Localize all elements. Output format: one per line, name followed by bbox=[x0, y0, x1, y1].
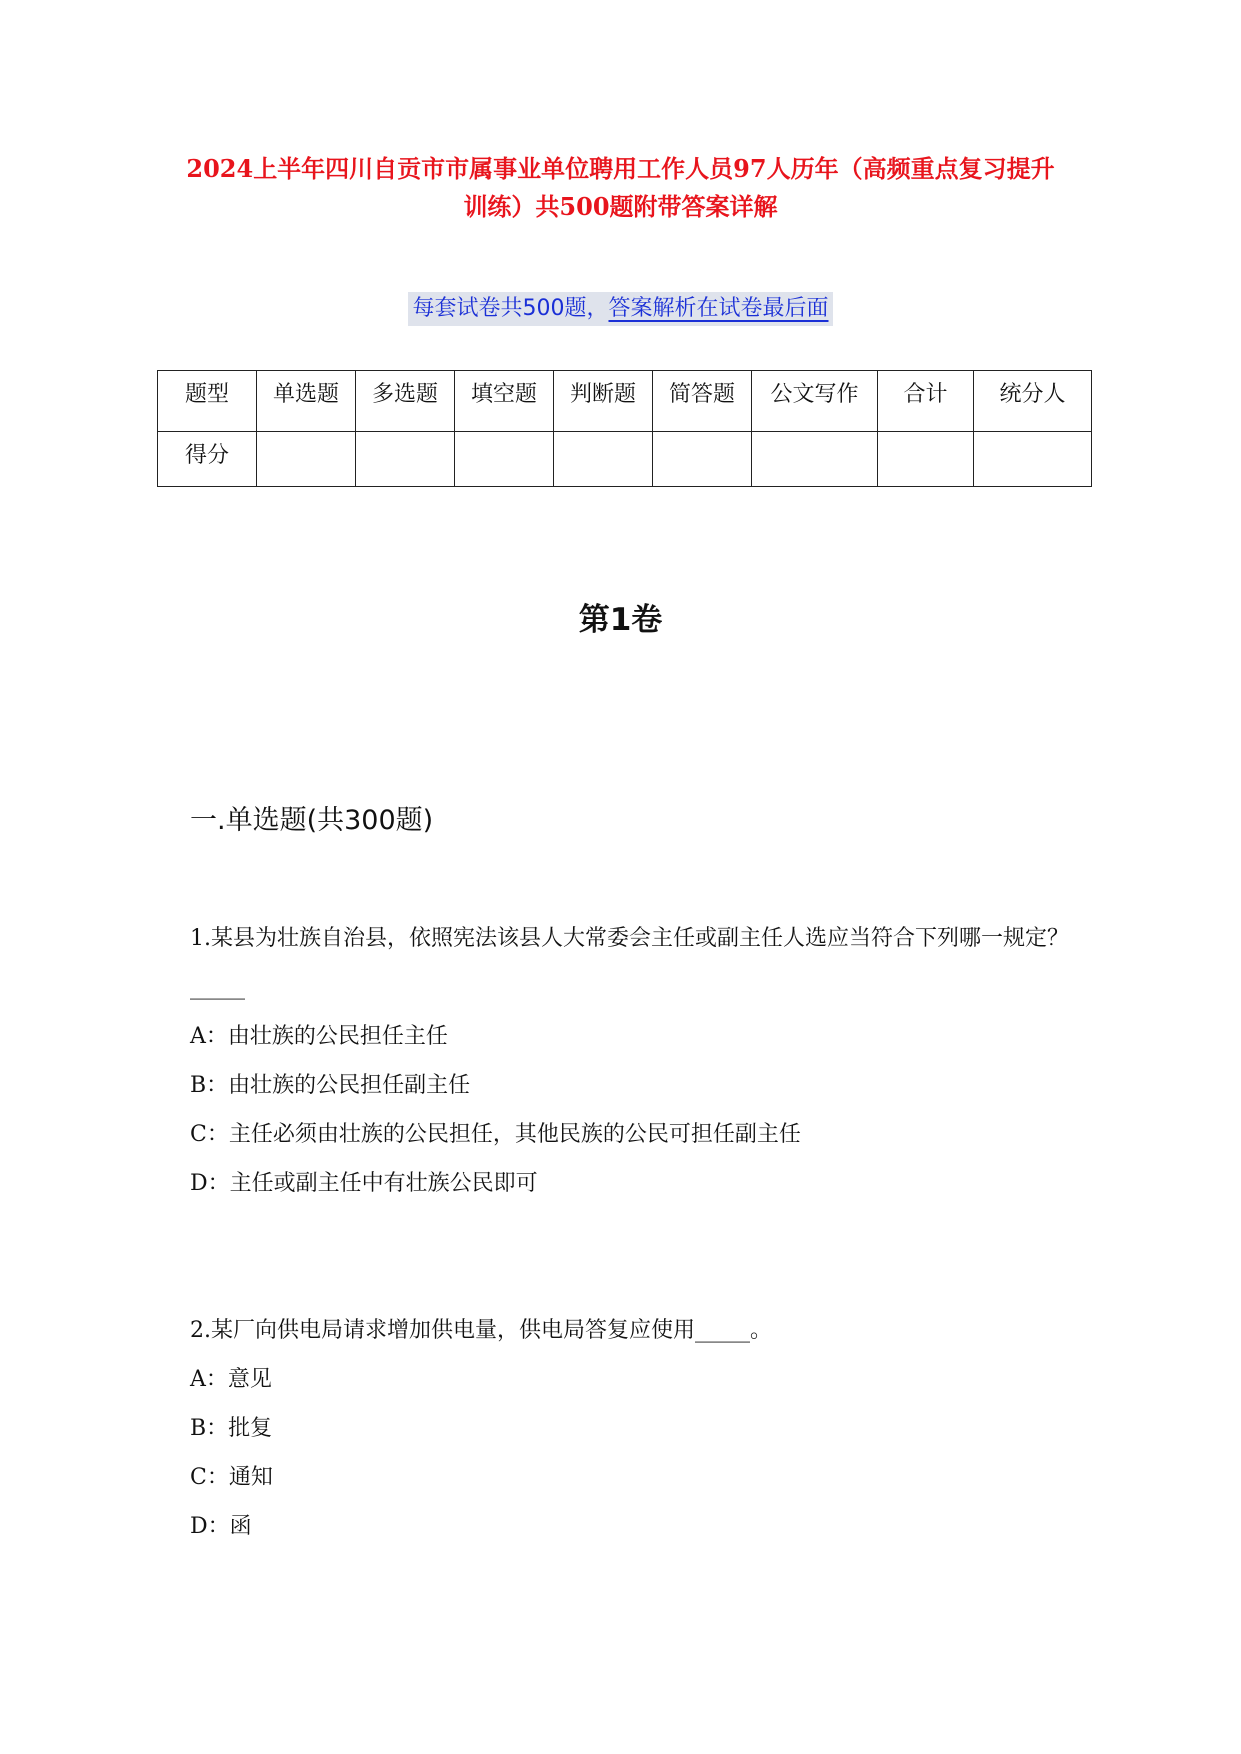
document-title: 2024上半年四川自贡市市属事业单位聘用工作人员97人历年（高频重点复习提升训练）共500题附带答案详解 bbox=[186, 154, 1055, 221]
volume-title: 第1卷 bbox=[578, 602, 663, 638]
score-cell bbox=[878, 432, 974, 487]
option-c: C：主任必须由壮族的公民担任，其他民族的公民可担任副主任 bbox=[190, 1122, 801, 1147]
subtitle-highlight bbox=[408, 292, 832, 326]
subtitle-part-b: 答案解析在试卷最后面 bbox=[608, 296, 829, 321]
option-c: C：通知 bbox=[190, 1465, 273, 1490]
score-table bbox=[157, 370, 1092, 487]
option-b: B：批复 bbox=[190, 1416, 273, 1441]
header-cell-scorer: 统分人 bbox=[974, 371, 1092, 432]
header-cell-multiple-choice: 多选题 bbox=[356, 371, 455, 432]
score-cell bbox=[554, 432, 653, 487]
subtitle-part-a: 每套试卷共500题， bbox=[412, 296, 609, 321]
score-cell bbox=[257, 432, 356, 487]
option-b: B：由壮族的公民担任副主任 bbox=[190, 1073, 471, 1098]
score-row-label: 得分 bbox=[158, 432, 257, 487]
header-cell-type: 题型 bbox=[158, 371, 257, 432]
score-table-header-row bbox=[158, 371, 1092, 432]
header-cell-single-choice: 单选题 bbox=[257, 371, 356, 432]
header-cell-true-false: 判断题 bbox=[554, 371, 653, 432]
option-d: D：主任或副主任中有壮族公民即可 bbox=[190, 1171, 538, 1196]
header-cell-total: 合计 bbox=[878, 371, 974, 432]
header-cell-fill-blank: 填空题 bbox=[455, 371, 554, 432]
question-stem: 1.某县为壮族自治县，依照宪法该县人大常委会主任或副主任人选应当符合下列哪一规定？_____ bbox=[190, 926, 1069, 1000]
question-1 bbox=[190, 914, 1070, 1208]
score-cell bbox=[653, 432, 752, 487]
score-cell bbox=[356, 432, 455, 487]
header-cell-official-writing: 公文写作 bbox=[752, 371, 878, 432]
option-a: A：由壮族的公民担任主任 bbox=[190, 1024, 448, 1049]
question-stem: 2.某厂向供电局请求增加供电量，供电局答复应使用_____。 bbox=[190, 1318, 772, 1343]
score-cell bbox=[455, 432, 554, 487]
option-d: D：函 bbox=[190, 1514, 252, 1539]
score-cell bbox=[974, 432, 1092, 487]
subtitle-row bbox=[0, 292, 1241, 326]
score-table-score-row bbox=[158, 432, 1092, 487]
question-2 bbox=[190, 1306, 1070, 1551]
option-a: A：意见 bbox=[190, 1367, 272, 1392]
section-title: 一.单选题(共300题) bbox=[190, 805, 434, 836]
score-cell bbox=[752, 432, 878, 487]
header-cell-short-answer: 简答题 bbox=[653, 371, 752, 432]
